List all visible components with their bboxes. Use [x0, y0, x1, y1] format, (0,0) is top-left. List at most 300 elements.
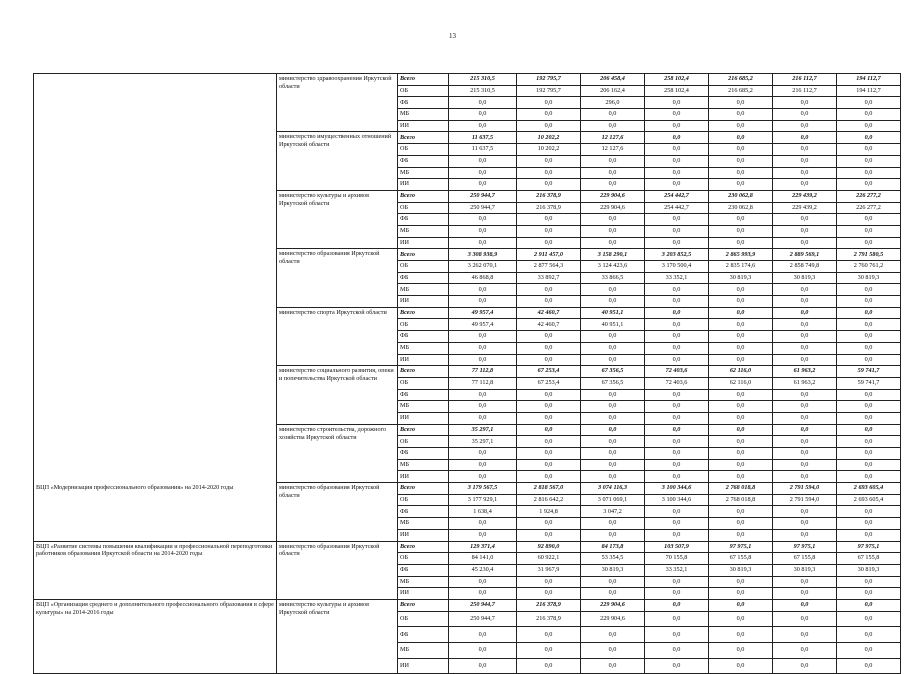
- value-cell: 0,0: [449, 155, 517, 167]
- value-cell: 2 693 605,4: [837, 494, 901, 506]
- program-cell: ВЦП «Модернизация профессионального образования» на 2014-2020 годы: [34, 483, 277, 541]
- value-cell: 0,0: [837, 611, 901, 627]
- value-cell: 0,0: [773, 599, 837, 611]
- value-cell: 194 112,7: [837, 85, 901, 97]
- value-cell: 0,0: [449, 471, 517, 483]
- funding-source-cell: Всего: [398, 541, 449, 553]
- value-cell: 192 795,7: [517, 85, 581, 97]
- executor-cell: министерство образования Иркутской области: [277, 483, 398, 541]
- value-cell: 0,0: [517, 109, 581, 121]
- value-cell: 2 835 174,6: [709, 261, 773, 273]
- funding-source-cell: ОБ: [398, 436, 449, 448]
- funding-source-cell: ОБ: [398, 611, 449, 627]
- value-cell: 0,0: [645, 436, 709, 448]
- value-cell: 0,0: [645, 307, 709, 319]
- value-cell: 33 866,5: [581, 272, 645, 284]
- value-cell: 0,0: [449, 529, 517, 541]
- value-cell: 0,0: [773, 448, 837, 460]
- value-cell: 2 818 567,0: [517, 483, 581, 495]
- program-cell: ВЦП «Развитие системы повышения квалификации и профессиональной переподготовки работников образования Иркутской области на 2014-2020 годы: [34, 541, 277, 599]
- value-cell: 62 116,0: [709, 377, 773, 389]
- value-cell: 226 277,2: [837, 190, 901, 202]
- value-cell: 0,0: [581, 436, 645, 448]
- value-cell: 0,0: [837, 412, 901, 424]
- value-cell: 0,0: [517, 459, 581, 471]
- value-cell: 2 877 564,3: [517, 261, 581, 273]
- value-cell: 0,0: [837, 109, 901, 121]
- funding-source-cell: ИИ: [398, 658, 449, 674]
- value-cell: 250 944,7: [449, 611, 517, 627]
- value-cell: 30 819,3: [773, 564, 837, 576]
- value-cell: 206 458,4: [581, 74, 645, 86]
- value-cell: 0,0: [517, 167, 581, 179]
- value-cell: 0,0: [645, 448, 709, 460]
- value-cell: 0,0: [773, 144, 837, 156]
- value-cell: 30 819,3: [837, 272, 901, 284]
- value-cell: 0,0: [645, 342, 709, 354]
- funding-source-cell: МБ: [398, 284, 449, 296]
- value-cell: 0,0: [837, 459, 901, 471]
- value-cell: 2 760 761,2: [837, 261, 901, 273]
- value-cell: 194 112,7: [837, 74, 901, 86]
- value-cell: 0,0: [709, 389, 773, 401]
- value-cell: 31 967,9: [517, 564, 581, 576]
- funding-source-cell: Всего: [398, 366, 449, 378]
- value-cell: 0,0: [517, 448, 581, 460]
- program-cell: [34, 132, 277, 190]
- value-cell: 0,0: [581, 459, 645, 471]
- value-cell: 33 892,7: [517, 272, 581, 284]
- value-cell: 33 352,1: [645, 564, 709, 576]
- value-cell: 0,0: [709, 658, 773, 674]
- budget-table: [33, 73, 901, 674]
- value-cell: 0,0: [773, 588, 837, 600]
- value-cell: 229 439,2: [773, 202, 837, 214]
- value-cell: 67 155,8: [837, 553, 901, 565]
- value-cell: 10 202,2: [517, 132, 581, 144]
- value-cell: 3 124 423,6: [581, 261, 645, 273]
- value-cell: 0,0: [581, 643, 645, 659]
- value-cell: 84 141,0: [449, 553, 517, 565]
- value-cell: 0,0: [709, 319, 773, 331]
- value-cell: 0,0: [709, 599, 773, 611]
- value-cell: 0,0: [773, 214, 837, 226]
- value-cell: 0,0: [709, 331, 773, 343]
- value-cell: 2 865 993,9: [709, 249, 773, 261]
- funding-source-cell: МБ: [398, 518, 449, 530]
- value-cell: 0,0: [645, 599, 709, 611]
- funding-source-cell: ФБ: [398, 272, 449, 284]
- value-cell: 2 889 569,1: [773, 249, 837, 261]
- funding-source-cell: Всего: [398, 249, 449, 261]
- value-cell: 72 403,6: [645, 366, 709, 378]
- value-cell: 0,0: [517, 436, 581, 448]
- value-cell: 0,0: [517, 412, 581, 424]
- value-cell: 0,0: [645, 389, 709, 401]
- value-cell: 0,0: [837, 237, 901, 249]
- value-cell: 0,0: [837, 179, 901, 191]
- funding-source-cell: ОБ: [398, 144, 449, 156]
- value-cell: 0,0: [773, 237, 837, 249]
- value-cell: 0,0: [645, 643, 709, 659]
- value-cell: 0,0: [773, 120, 837, 132]
- funding-source-cell: ИИ: [398, 354, 449, 366]
- value-cell: 0,0: [709, 471, 773, 483]
- value-cell: 30 819,3: [837, 564, 901, 576]
- value-cell: 0,0: [645, 120, 709, 132]
- funding-source-cell: ИИ: [398, 179, 449, 191]
- value-cell: 0,0: [449, 225, 517, 237]
- value-cell: 53 354,5: [581, 553, 645, 565]
- value-cell: 0,0: [709, 448, 773, 460]
- value-cell: 258 102,4: [645, 74, 709, 86]
- value-cell: 0,0: [449, 658, 517, 674]
- value-cell: 0,0: [517, 529, 581, 541]
- value-cell: 229 904,6: [581, 599, 645, 611]
- executor-cell: министерство строительства, дорожного хозяйства Иркутской области: [277, 424, 398, 482]
- value-cell: 229 904,6: [581, 202, 645, 214]
- value-cell: 2 791 594,0: [773, 483, 837, 495]
- funding-source-cell: ОБ: [398, 377, 449, 389]
- value-cell: 0,0: [517, 518, 581, 530]
- value-cell: 0,0: [709, 284, 773, 296]
- program-cell: [34, 74, 277, 132]
- value-cell: 97 975,1: [773, 541, 837, 553]
- value-cell: 3 262 070,1: [449, 261, 517, 273]
- value-cell: 0,0: [449, 389, 517, 401]
- value-cell: 67 356,5: [581, 366, 645, 378]
- value-cell: 0,0: [709, 307, 773, 319]
- value-cell: 0,0: [581, 471, 645, 483]
- executor-cell: министерство культуры и архивов Иркутской области: [277, 599, 398, 673]
- value-cell: 0,0: [581, 518, 645, 530]
- program-cell: [34, 424, 277, 482]
- value-cell: 0,0: [837, 225, 901, 237]
- value-cell: 0,0: [773, 643, 837, 659]
- value-cell: 0,0: [709, 237, 773, 249]
- funding-source-cell: МБ: [398, 167, 449, 179]
- value-cell: 0,0: [837, 144, 901, 156]
- value-cell: 250 944,7: [449, 190, 517, 202]
- value-cell: 0,0: [449, 179, 517, 191]
- value-cell: 3 158 290,1: [581, 249, 645, 261]
- value-cell: 0,0: [517, 296, 581, 308]
- value-cell: 70 155,8: [645, 553, 709, 565]
- value-cell: 103 507,9: [645, 541, 709, 553]
- value-cell: 0,0: [837, 643, 901, 659]
- value-cell: 0,0: [581, 588, 645, 600]
- value-cell: 0,0: [449, 120, 517, 132]
- value-cell: 11 637,5: [449, 132, 517, 144]
- value-cell: 0,0: [773, 529, 837, 541]
- value-cell: 0,0: [709, 424, 773, 436]
- value-cell: 0,0: [773, 331, 837, 343]
- value-cell: 42 460,7: [517, 307, 581, 319]
- value-cell: 0,0: [581, 412, 645, 424]
- value-cell: 216 378,9: [517, 190, 581, 202]
- funding-source-cell: ФБ: [398, 214, 449, 226]
- value-cell: 0,0: [709, 436, 773, 448]
- funding-source-cell: Всего: [398, 132, 449, 144]
- value-cell: 3 170 500,4: [645, 261, 709, 273]
- value-cell: 0,0: [709, 296, 773, 308]
- table-row-total: [34, 190, 901, 202]
- value-cell: 0,0: [837, 342, 901, 354]
- value-cell: 229 904,6: [581, 611, 645, 627]
- value-cell: 0,0: [645, 518, 709, 530]
- funding-source-cell: ОБ: [398, 261, 449, 273]
- value-cell: 216 685,2: [709, 85, 773, 97]
- value-cell: 84 173,8: [581, 541, 645, 553]
- value-cell: 0,0: [517, 214, 581, 226]
- value-cell: 0,0: [645, 588, 709, 600]
- value-cell: 0,0: [449, 448, 517, 460]
- funding-source-cell: ФБ: [398, 331, 449, 343]
- funding-source-cell: ФБ: [398, 97, 449, 109]
- value-cell: 0,0: [581, 284, 645, 296]
- value-cell: 0,0: [773, 319, 837, 331]
- value-cell: 0,0: [709, 611, 773, 627]
- value-cell: 1 638,4: [449, 506, 517, 518]
- funding-source-cell: ОБ: [398, 494, 449, 506]
- value-cell: 3 203 852,5: [645, 249, 709, 261]
- value-cell: 0,0: [837, 307, 901, 319]
- value-cell: 0,0: [645, 155, 709, 167]
- value-cell: 216 685,2: [709, 74, 773, 86]
- table-row-total: [34, 307, 901, 319]
- value-cell: 0,0: [709, 109, 773, 121]
- value-cell: 0,0: [449, 588, 517, 600]
- value-cell: 0,0: [837, 627, 901, 643]
- value-cell: 0,0: [645, 167, 709, 179]
- value-cell: 0,0: [773, 155, 837, 167]
- value-cell: 229 904,6: [581, 190, 645, 202]
- funding-source-cell: МБ: [398, 576, 449, 588]
- value-cell: 35 297,1: [449, 436, 517, 448]
- value-cell: 97 975,1: [837, 541, 901, 553]
- value-cell: 0,0: [837, 471, 901, 483]
- funding-source-cell: Всего: [398, 599, 449, 611]
- value-cell: 0,0: [645, 225, 709, 237]
- table-row-total: [34, 541, 901, 553]
- value-cell: 0,0: [581, 448, 645, 460]
- value-cell: 0,0: [837, 132, 901, 144]
- value-cell: 0,0: [773, 576, 837, 588]
- value-cell: 0,0: [709, 120, 773, 132]
- table-row-total: [34, 249, 901, 261]
- value-cell: 67 155,8: [709, 553, 773, 565]
- value-cell: 0,0: [517, 576, 581, 588]
- value-cell: 0,0: [837, 354, 901, 366]
- value-cell: 0,0: [645, 237, 709, 249]
- value-cell: 0,0: [709, 518, 773, 530]
- value-cell: 0,0: [709, 214, 773, 226]
- value-cell: 258 102,4: [645, 85, 709, 97]
- value-cell: 45 230,4: [449, 564, 517, 576]
- value-cell: 0,0: [645, 144, 709, 156]
- value-cell: 0,0: [517, 155, 581, 167]
- value-cell: 0,0: [645, 284, 709, 296]
- value-cell: 61 963,2: [773, 366, 837, 378]
- value-cell: 0,0: [773, 109, 837, 121]
- value-cell: 0,0: [645, 214, 709, 226]
- funding-source-cell: Всего: [398, 307, 449, 319]
- value-cell: 40 951,1: [581, 319, 645, 331]
- value-cell: 0,0: [517, 354, 581, 366]
- value-cell: 215 310,5: [449, 85, 517, 97]
- value-cell: 0,0: [449, 342, 517, 354]
- value-cell: 77 112,8: [449, 366, 517, 378]
- value-cell: 0,0: [645, 354, 709, 366]
- funding-source-cell: МБ: [398, 643, 449, 659]
- funding-source-cell: ИИ: [398, 412, 449, 424]
- value-cell: 0,0: [645, 132, 709, 144]
- value-cell: 0,0: [837, 599, 901, 611]
- value-cell: 0,0: [837, 588, 901, 600]
- value-cell: 0,0: [645, 459, 709, 471]
- value-cell: 0,0: [581, 109, 645, 121]
- value-cell: 0,0: [581, 120, 645, 132]
- value-cell: 215 310,5: [449, 74, 517, 86]
- value-cell: 40 951,1: [581, 307, 645, 319]
- value-cell: 0,0: [837, 155, 901, 167]
- value-cell: 3 100 344,6: [645, 494, 709, 506]
- value-cell: 250 944,7: [449, 599, 517, 611]
- value-cell: 59 741,7: [837, 366, 901, 378]
- value-cell: 0,0: [645, 611, 709, 627]
- value-cell: 0,0: [449, 401, 517, 413]
- value-cell: 0,0: [709, 155, 773, 167]
- value-cell: 0,0: [837, 518, 901, 530]
- value-cell: 0,0: [773, 225, 837, 237]
- value-cell: 0,0: [645, 319, 709, 331]
- page-number: 13: [449, 32, 456, 40]
- value-cell: 30 819,3: [581, 564, 645, 576]
- funding-source-cell: Всего: [398, 424, 449, 436]
- value-cell: 229 439,2: [773, 190, 837, 202]
- value-cell: 0,0: [517, 331, 581, 343]
- value-cell: 0,0: [449, 331, 517, 343]
- value-cell: 216 112,7: [773, 85, 837, 97]
- value-cell: 0,0: [709, 459, 773, 471]
- executor-cell: министерство имущественных отношений Иркутской области: [277, 132, 398, 190]
- value-cell: 230 062,8: [709, 202, 773, 214]
- value-cell: 0,0: [581, 155, 645, 167]
- value-cell: 0,0: [773, 658, 837, 674]
- value-cell: 10 202,2: [517, 144, 581, 156]
- value-cell: 0,0: [449, 284, 517, 296]
- value-cell: 0,0: [581, 225, 645, 237]
- value-cell: 0,0: [517, 237, 581, 249]
- value-cell: 0,0: [449, 627, 517, 643]
- value-cell: 0,0: [581, 354, 645, 366]
- value-cell: 0,0: [517, 424, 581, 436]
- value-cell: 296,0: [581, 97, 645, 109]
- value-cell: 0,0: [581, 576, 645, 588]
- value-cell: 0,0: [837, 658, 901, 674]
- value-cell: 206 162,4: [581, 85, 645, 97]
- funding-source-cell: МБ: [398, 401, 449, 413]
- value-cell: 0,0: [581, 179, 645, 191]
- value-cell: 2 858 749,8: [773, 261, 837, 273]
- value-cell: 0,0: [837, 448, 901, 460]
- value-cell: 0,0: [709, 627, 773, 643]
- value-cell: 0,0: [449, 459, 517, 471]
- value-cell: 0,0: [773, 518, 837, 530]
- executor-cell: министерство социального развития, опеки и попечительства Иркутской области: [277, 366, 398, 424]
- executor-cell: министерство здравоохранения Иркутской области: [277, 74, 398, 132]
- value-cell: 12 127,6: [581, 144, 645, 156]
- value-cell: 0,0: [449, 643, 517, 659]
- value-cell: 0,0: [645, 179, 709, 191]
- value-cell: 0,0: [709, 401, 773, 413]
- program-cell: [34, 190, 277, 248]
- value-cell: 2 791 580,5: [837, 249, 901, 261]
- table-row-total: [34, 483, 901, 495]
- table-row-total: [34, 366, 901, 378]
- value-cell: 12 127,6: [581, 132, 645, 144]
- funding-source-cell: МБ: [398, 109, 449, 121]
- value-cell: 0,0: [709, 354, 773, 366]
- executor-cell: министерство образования Иркутской области: [277, 541, 398, 599]
- value-cell: 0,0: [837, 529, 901, 541]
- value-cell: 0,0: [645, 471, 709, 483]
- value-cell: 0,0: [773, 459, 837, 471]
- program-cell: [34, 249, 277, 307]
- funding-source-cell: ОБ: [398, 553, 449, 565]
- value-cell: 0,0: [773, 412, 837, 424]
- value-cell: 49 957,4: [449, 319, 517, 331]
- value-cell: 0,0: [837, 296, 901, 308]
- executor-cell: министерство культуры и архивов Иркутской области: [277, 190, 398, 248]
- value-cell: 67 155,8: [773, 553, 837, 565]
- value-cell: 0,0: [581, 167, 645, 179]
- value-cell: 3 071 069,1: [581, 494, 645, 506]
- executor-cell: министерство спорта Иркутской области: [277, 307, 398, 365]
- funding-source-cell: ИИ: [398, 471, 449, 483]
- value-cell: 216 378,9: [517, 202, 581, 214]
- value-cell: 30 819,3: [773, 272, 837, 284]
- funding-source-cell: ФБ: [398, 564, 449, 576]
- value-cell: 0,0: [645, 97, 709, 109]
- value-cell: 0,0: [837, 97, 901, 109]
- value-cell: 0,0: [449, 576, 517, 588]
- funding-source-cell: ОБ: [398, 202, 449, 214]
- funding-source-cell: ИИ: [398, 588, 449, 600]
- value-cell: 0,0: [837, 401, 901, 413]
- value-cell: 30 819,3: [709, 564, 773, 576]
- value-cell: 0,0: [709, 167, 773, 179]
- value-cell: 30 819,3: [709, 272, 773, 284]
- value-cell: 0,0: [449, 214, 517, 226]
- value-cell: 0,0: [709, 179, 773, 191]
- value-cell: 0,0: [837, 167, 901, 179]
- funding-source-cell: МБ: [398, 459, 449, 471]
- value-cell: 3 047,2: [581, 506, 645, 518]
- funding-source-cell: ФБ: [398, 448, 449, 460]
- value-cell: 0,0: [773, 354, 837, 366]
- funding-source-cell: ИИ: [398, 120, 449, 132]
- value-cell: 49 957,4: [449, 307, 517, 319]
- value-cell: 61 963,2: [773, 377, 837, 389]
- funding-source-cell: Всего: [398, 483, 449, 495]
- value-cell: 0,0: [837, 576, 901, 588]
- value-cell: 0,0: [709, 506, 773, 518]
- funding-source-cell: МБ: [398, 225, 449, 237]
- value-cell: 0,0: [709, 576, 773, 588]
- value-cell: 216 112,7: [773, 74, 837, 86]
- funding-source-cell: ФБ: [398, 627, 449, 643]
